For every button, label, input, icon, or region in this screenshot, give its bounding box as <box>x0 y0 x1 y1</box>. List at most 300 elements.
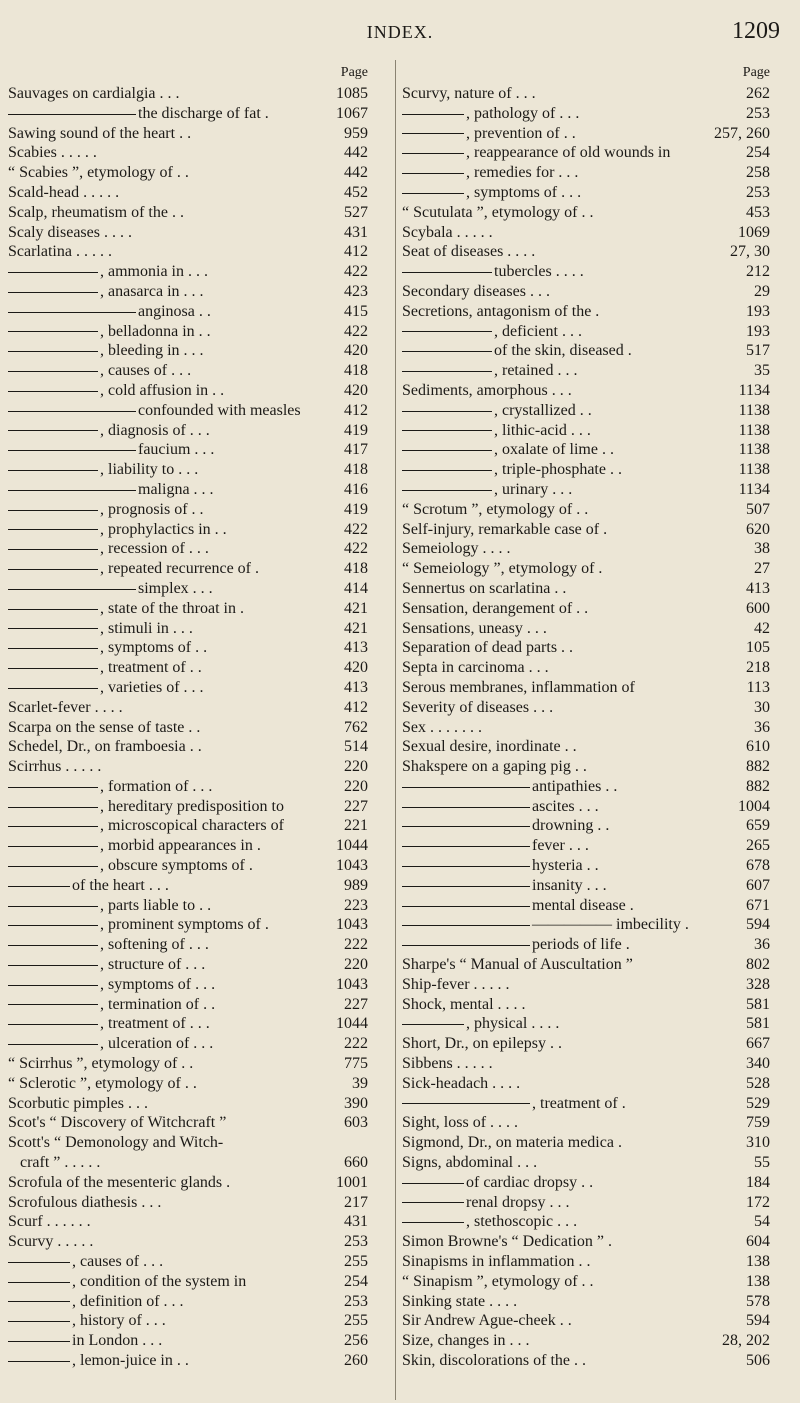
ditto-dash <box>8 1004 98 1005</box>
index-entry <box>402 421 782 441</box>
index-entry <box>402 1113 782 1133</box>
entry-text: Scott's “ Demonology and Witch- <box>8 1134 224 1152</box>
index-entry <box>8 599 386 619</box>
entry-text: Short, Dr., on epilepsy . . <box>402 1035 562 1053</box>
entry-page: 255 <box>344 1312 368 1330</box>
index-entry <box>402 1311 782 1331</box>
entry-text: Sennertus on scarlatina . . <box>402 579 567 597</box>
index-entry <box>8 1074 386 1094</box>
entry-text: tubercles . . . . <box>494 263 584 281</box>
index-entry <box>8 421 386 441</box>
entry-text: Separation of dead parts . . <box>402 639 574 657</box>
index-entry <box>8 539 386 559</box>
ditto-dash <box>8 688 98 689</box>
index-entry <box>402 381 782 401</box>
ditto-dash <box>402 906 530 907</box>
ditto-dash <box>402 153 464 154</box>
index-entry <box>402 1173 782 1193</box>
ditto-dash <box>8 1361 70 1362</box>
entry-text: Sinking state . . . . <box>402 1292 518 1310</box>
entry-page: 594 <box>746 916 770 934</box>
entry-text: , condition of the system in <box>72 1272 247 1290</box>
index-entry <box>8 1094 386 1114</box>
index-entry <box>402 124 782 144</box>
entry-page: 671 <box>746 896 770 914</box>
entry-page: 36 <box>754 718 770 736</box>
index-entry <box>8 1331 386 1351</box>
ditto-dash <box>8 1282 70 1283</box>
entry-page: 412 <box>344 401 368 419</box>
entry-text: , parts liable to . . <box>100 896 212 914</box>
index-entry <box>8 777 386 797</box>
entry-text: Severity of diseases . . . <box>402 698 554 716</box>
entry-text: Skin, discolorations of the . . <box>402 1352 586 1369</box>
entry-text: Scald-head . . . . . <box>8 183 120 201</box>
ditto-dash <box>8 312 136 313</box>
entry-page: 105 <box>746 639 770 657</box>
entry-text: , hereditary predisposition to <box>100 797 284 815</box>
entry-text: “ Semeiology ”, etymology of . <box>402 560 603 578</box>
index-entry <box>8 559 386 579</box>
index-entry <box>8 816 386 836</box>
entry-text: , stimuli in . . . <box>100 619 193 637</box>
entry-page: 417 <box>344 441 368 459</box>
index-entry <box>8 1153 386 1173</box>
entry-text: , state of the throat in . <box>100 599 244 617</box>
entry-text: renal dropsy . . . <box>466 1193 570 1211</box>
entry-text: Self-injury, remarkable case of . <box>402 520 608 538</box>
entry-text: , liability to . . . <box>100 461 199 479</box>
entry-page: 762 <box>344 718 368 736</box>
entry-text: Scalp, rheumatism of the . . <box>8 203 184 221</box>
entry-text: , lemon-juice in . . <box>72 1352 189 1369</box>
index-entry <box>402 1014 782 1034</box>
ditto-dash <box>402 787 530 788</box>
entry-text: , prophylactics in . . <box>100 520 227 538</box>
entry-page: 578 <box>746 1292 770 1310</box>
entry-page: 506 <box>746 1352 770 1369</box>
entry-text: , symptoms of . . . <box>100 975 216 993</box>
entry-text: Sinapisms in inflammation . . <box>402 1253 591 1271</box>
entry-text: the discharge of fat . <box>138 104 269 122</box>
entry-page: 442 <box>344 144 368 162</box>
entry-text: , retained . . . <box>494 362 578 380</box>
ditto-dash <box>8 529 98 530</box>
ditto-dash <box>402 945 530 946</box>
entry-text: of the skin, diseased . <box>494 342 632 360</box>
index-entry <box>8 658 386 678</box>
ditto-dash <box>8 886 70 887</box>
entry-text: , pathology of . . . <box>466 104 580 122</box>
entry-page: 610 <box>746 738 770 756</box>
entry-page: 138 <box>746 1272 770 1290</box>
index-entry <box>8 143 386 163</box>
entry-page: 1044 <box>336 1015 368 1033</box>
entry-page: 412 <box>344 243 368 261</box>
ditto-dash <box>8 1301 70 1302</box>
index-entry <box>8 638 386 658</box>
entry-page: 594 <box>746 1312 770 1330</box>
entry-page: 1138 <box>738 461 770 479</box>
index-entry <box>402 539 782 559</box>
entry-page: 419 <box>344 500 368 518</box>
entry-page: 138 <box>746 1253 770 1271</box>
entry-page: 413 <box>746 579 770 597</box>
index-entry <box>8 1292 386 1312</box>
index-entry <box>8 915 386 935</box>
index-entry <box>402 638 782 658</box>
entry-page: 184 <box>746 1173 770 1191</box>
index-entry <box>402 876 782 896</box>
index-entry <box>8 876 386 896</box>
index-entry <box>8 698 386 718</box>
ditto-dash <box>402 351 492 352</box>
entry-text: Scaly diseases . . . . <box>8 223 132 241</box>
entry-text: Sauvages on cardialgia . . . <box>8 85 180 102</box>
ditto-dash <box>402 470 492 471</box>
ditto-dash <box>8 787 98 788</box>
entry-text: “ Sclerotic ”, etymology of . . <box>8 1074 197 1092</box>
column-divider <box>395 60 396 1400</box>
entry-page: 30 <box>754 698 770 716</box>
index-entry <box>8 737 386 757</box>
entry-text: Septa in carcinoma . . . <box>402 659 549 677</box>
entry-text: Schedel, Dr., on framboesia . . <box>8 738 202 756</box>
entry-text: Shock, mental . . . . <box>402 995 526 1013</box>
entry-text: Sediments, amorphous . . . <box>402 381 572 399</box>
entry-page: 222 <box>344 936 368 954</box>
entry-page: 882 <box>746 758 770 776</box>
entry-text: Shakspere on a gaping pig . . <box>402 758 587 776</box>
ditto-dash <box>402 371 492 372</box>
entry-text: Scirrhus . . . . . <box>8 758 102 776</box>
index-entry <box>402 1074 782 1094</box>
entry-list <box>402 84 782 1371</box>
index-entry <box>402 1252 782 1272</box>
ditto-dash <box>402 133 464 134</box>
index-entry <box>8 935 386 955</box>
entry-page: 328 <box>746 975 770 993</box>
entry-page: 421 <box>344 599 368 617</box>
entry-text: , structure of . . . <box>100 956 206 974</box>
ditto-dash <box>8 114 136 115</box>
index-entry <box>8 84 386 104</box>
entry-page: 113 <box>746 678 770 696</box>
entry-text: Scurvy . . . . . <box>8 1233 94 1251</box>
index-entry <box>8 361 386 381</box>
entry-text: fever . . . <box>532 837 589 855</box>
entry-page: 218 <box>746 659 770 677</box>
entry-page: 340 <box>746 1055 770 1073</box>
entry-text: Sight, loss of . . . . <box>402 1114 519 1132</box>
entry-text: , ammonia in . . . <box>100 263 208 281</box>
index-entry <box>402 718 782 738</box>
entry-page: 418 <box>344 461 368 479</box>
entry-text: Scurvy, nature of . . . <box>402 85 536 102</box>
ditto-dash <box>8 985 98 986</box>
ditto-dash <box>8 826 98 827</box>
entry-page: 1044 <box>336 837 368 855</box>
entry-page: 453 <box>746 203 770 221</box>
index-entry <box>8 440 386 460</box>
index-entry <box>402 896 782 916</box>
ditto-dash <box>8 807 98 808</box>
index-entry <box>402 480 782 500</box>
entry-page: 256 <box>344 1332 368 1350</box>
entry-text: , physical . . . . <box>466 1015 560 1033</box>
entry-text: , treatment of . <box>532 1094 626 1112</box>
entry-page: 607 <box>746 876 770 894</box>
entry-page: 420 <box>344 659 368 677</box>
entry-page: 431 <box>344 1213 368 1231</box>
ditto-dash <box>402 411 492 412</box>
entry-text: Sexual desire, inordinate . . <box>402 738 577 756</box>
index-entry <box>402 282 782 302</box>
entry-text: Scarpa on the sense of taste . . <box>8 718 201 736</box>
ditto-dash <box>8 609 98 610</box>
entry-page: 220 <box>344 758 368 776</box>
entry-text: , anasarca in . . . <box>100 282 204 300</box>
entry-text: mental disease . <box>532 896 634 914</box>
ditto-dash <box>8 470 98 471</box>
entry-page: 1004 <box>738 797 770 815</box>
index-entry <box>402 915 782 935</box>
index-entry <box>402 1331 782 1351</box>
index-entry <box>402 84 782 104</box>
ditto-dash <box>8 430 98 431</box>
index-entry <box>402 262 782 282</box>
index-entry <box>8 480 386 500</box>
index-entry <box>402 579 782 599</box>
entry-page: 390 <box>344 1094 368 1112</box>
index-entry <box>8 163 386 183</box>
index-entry <box>402 1034 782 1054</box>
entry-page: 227 <box>344 797 368 815</box>
entry-page: 678 <box>746 857 770 875</box>
index-entry <box>402 599 782 619</box>
index-entry <box>8 381 386 401</box>
entry-text: , causes of . . . <box>72 1253 164 1271</box>
index-entry <box>8 836 386 856</box>
ditto-dash <box>8 589 136 590</box>
index-entry <box>402 440 782 460</box>
ditto-dash <box>402 1183 464 1184</box>
entry-page: 217 <box>344 1193 368 1211</box>
ditto-dash <box>8 510 98 511</box>
ditto-dash <box>402 173 464 174</box>
index-entry <box>402 1232 782 1252</box>
entry-text: , prominent symptoms of . <box>100 916 269 934</box>
ditto-dash <box>402 450 492 451</box>
entry-text: , urinary . . . <box>494 480 573 498</box>
entry-page: 418 <box>344 560 368 578</box>
entry-page: 600 <box>746 599 770 617</box>
entry-page: 507 <box>746 500 770 518</box>
entry-page: 220 <box>344 956 368 974</box>
index-entry <box>8 282 386 302</box>
index-entry <box>8 757 386 777</box>
index-entry <box>8 1351 386 1371</box>
index-entry <box>402 163 782 183</box>
ditto-dash <box>8 1321 70 1322</box>
entry-page: 310 <box>746 1134 770 1152</box>
index-entry <box>8 678 386 698</box>
entry-page: 415 <box>344 302 368 320</box>
entry-page: 581 <box>746 1015 770 1033</box>
entry-page: 659 <box>746 817 770 835</box>
entry-page: 528 <box>746 1074 770 1092</box>
entry-page: 254 <box>746 144 770 162</box>
index-entry <box>402 955 782 975</box>
index-entry <box>8 302 386 322</box>
entry-page: 620 <box>746 520 770 538</box>
entry-page: 604 <box>746 1233 770 1251</box>
entry-text: of the heart . . . <box>72 876 169 894</box>
ditto-dash <box>8 906 98 907</box>
index-entry <box>402 619 782 639</box>
entry-list <box>8 84 386 1371</box>
ditto-dash <box>402 1103 530 1104</box>
entry-text: , repeated recurrence of . <box>100 560 259 578</box>
entry-page: 416 <box>344 480 368 498</box>
entry-text: Scarlet-fever . . . . <box>8 698 123 716</box>
entry-page: 27, 30 <box>730 243 770 261</box>
index-entry <box>8 1014 386 1034</box>
index-entry <box>8 797 386 817</box>
entry-page: 253 <box>746 183 770 201</box>
index-entry <box>8 995 386 1015</box>
entry-page: 1138 <box>738 441 770 459</box>
entry-text: , definition of . . . <box>72 1292 184 1310</box>
index-entry <box>8 183 386 203</box>
index-entry <box>402 1292 782 1312</box>
entry-text: , softening of . . . <box>100 936 209 954</box>
ditto-dash <box>402 866 530 867</box>
entry-text: Serous membranes, inflammation of <box>402 678 635 696</box>
entry-text: ————— imbecility . <box>532 916 689 934</box>
entry-page: 420 <box>344 381 368 399</box>
entry-text: , oxalate of lime . . <box>494 441 614 459</box>
entry-text: , crystallized . . <box>494 401 592 419</box>
ditto-dash <box>8 490 136 491</box>
entry-page: 265 <box>746 837 770 855</box>
entry-page: 1043 <box>336 975 368 993</box>
ditto-dash <box>402 331 492 332</box>
ditto-dash <box>8 549 98 550</box>
ditto-dash <box>8 628 98 629</box>
index-entry <box>8 856 386 876</box>
entry-page: 222 <box>344 1035 368 1053</box>
entry-text: in London . . . <box>72 1332 163 1350</box>
entry-text: , history of . . . <box>72 1312 166 1330</box>
index-entry <box>402 1272 782 1292</box>
index-entry <box>8 1054 386 1074</box>
ditto-dash <box>402 886 530 887</box>
ditto-dash <box>8 1044 98 1045</box>
index-entry <box>402 836 782 856</box>
entry-text: Scorbutic pimples . . . <box>8 1094 148 1112</box>
index-entry <box>402 816 782 836</box>
entry-page: 413 <box>344 678 368 696</box>
entry-page: 42 <box>754 619 770 637</box>
entry-page: 27 <box>754 560 770 578</box>
entry-page: 28, 202 <box>722 1332 770 1350</box>
entry-page: 431 <box>344 223 368 241</box>
index-entry <box>402 856 782 876</box>
ditto-dash <box>8 846 98 847</box>
entry-page: 55 <box>754 1154 770 1172</box>
ditto-dash <box>402 826 530 827</box>
entry-text: , causes of . . . <box>100 362 192 380</box>
entry-text: , symptoms of . . . <box>466 183 582 201</box>
entry-text: Simon Browne's “ Dedication ” . <box>402 1233 612 1251</box>
ditto-dash <box>402 272 492 273</box>
ditto-dash <box>8 1024 98 1025</box>
index-entry <box>8 1272 386 1292</box>
index-entry <box>402 302 782 322</box>
ditto-dash <box>8 272 98 273</box>
entry-page: 253 <box>344 1233 368 1251</box>
entry-text: , prognosis of . . <box>100 500 204 518</box>
index-entry <box>8 104 386 124</box>
ditto-dash <box>8 925 98 926</box>
index-entry <box>8 341 386 361</box>
entry-page: 452 <box>344 183 368 201</box>
entry-text: “ Sinapism ”, etymology of . . <box>402 1272 594 1290</box>
entry-page: 255 <box>344 1253 368 1271</box>
entry-text: , varieties of . . . <box>100 678 204 696</box>
entry-text: periods of life . <box>532 936 630 954</box>
entry-page: 29 <box>754 282 770 300</box>
index-entry <box>8 262 386 282</box>
entry-text: insanity . . . <box>532 876 607 894</box>
index-entry <box>8 242 386 262</box>
entry-page: 253 <box>746 104 770 122</box>
index-entry <box>402 757 782 777</box>
entry-text: simplex . . . <box>138 579 213 597</box>
entry-page: 1134 <box>738 480 770 498</box>
entry-page: 253 <box>344 1292 368 1310</box>
entry-text: of cardiac dropsy . . <box>466 1173 594 1191</box>
ditto-dash <box>8 371 98 372</box>
entry-page: 959 <box>344 124 368 142</box>
ditto-dash <box>402 925 530 926</box>
entry-text: Scurf . . . . . . <box>8 1213 91 1231</box>
ditto-dash <box>402 1024 464 1025</box>
index-entry <box>8 619 386 639</box>
index-column-right <box>402 65 782 1369</box>
entry-page: 1043 <box>336 916 368 934</box>
index-entry <box>8 203 386 223</box>
index-entry <box>402 995 782 1015</box>
ditto-dash <box>402 490 492 491</box>
entry-page: 221 <box>344 817 368 835</box>
index-entry <box>402 1351 782 1371</box>
entry-page: 413 <box>344 639 368 657</box>
entry-page: 1138 <box>738 421 770 439</box>
ditto-dash <box>8 450 136 451</box>
entry-text: , treatment of . . <box>100 659 202 677</box>
entry-text: , lithic-acid . . . <box>494 421 591 439</box>
entry-text: , belladonna in . . <box>100 322 211 340</box>
entry-text: “ Scutulata ”, etymology of . . <box>402 203 594 221</box>
entry-page: 262 <box>746 85 770 102</box>
entry-page: 802 <box>746 956 770 974</box>
entry-page: 1067 <box>336 104 368 122</box>
index-entry <box>8 1173 386 1193</box>
entry-text: Seat of diseases . . . . <box>402 243 536 261</box>
entry-text: maligna . . . <box>138 480 214 498</box>
